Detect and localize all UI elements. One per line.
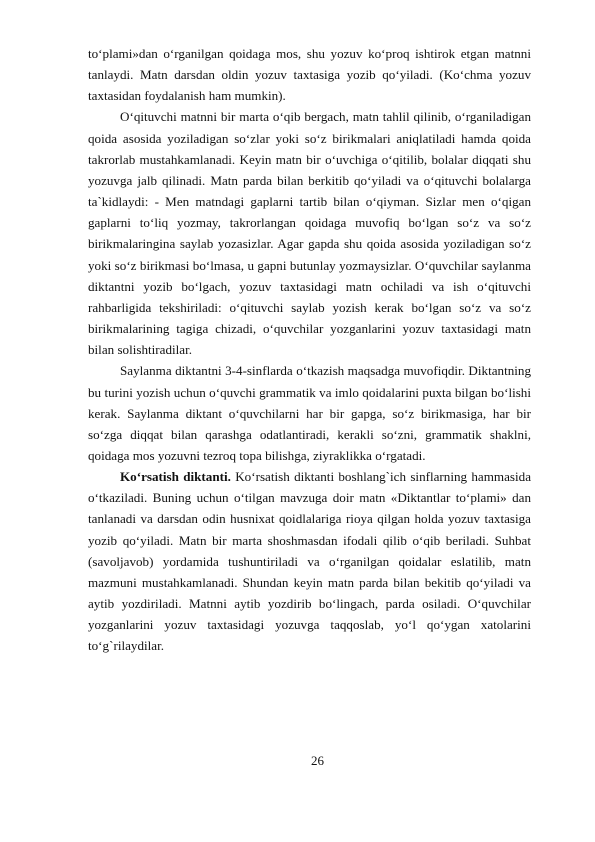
page-number: 26 — [311, 753, 324, 768]
paragraph-text: to‘plami»dan o‘rganilgan qoidaga mos, shu yozuv ko‘proq ishtirok etgan matnni tanlaydi. Matn darsdan oldin yozuv taxtasiga yozib qo‘yiladi. (Ko‘chma yozuv taxtasidan foydalanish ham mumkin). — [88, 46, 531, 104]
paragraph-text: Ko‘rsatish diktanti boshlang`ich sinflarning hammasida o‘tkaziladi. Buning uchun o‘tilgan mavzuga doir matn «Diktantlar to‘plami» dan tanlanadi va darsdan odin husnixat qoidlalariga rioya qilgan holda yozuv taxtasiga yozib qo‘yiladi. Matn bir marta shoshmasdan ifodali qilib o‘qib beriladi. Suhbat (savoljavob) yordamida tushuntiriladi va o‘rganilgan qoidalar eslatilib, matn mazmuni mustahkamlanadi. Shundan keyin matn parda bilan bekitib qo‘yiladi va aytib yozdiriladi. Matnni aytib yozdirib bo‘lingach, parda osiladi. O‘quvchilar yozganlarini yozuv taxtasidagi yozuvga taqqoslab, yo‘l qo‘ygan xatolarini to‘g`rilaydilar. — [88, 469, 532, 654]
paragraph-text: O‘qituvchi matnni bir marta o‘qib bergach, matn tahlil qilinib, o‘rganiladigan qoida asosida yoziladigan so‘zlar yoki so‘z birikmalari aniqlatiladi hamda qoida takrorlab mustahkamlanadi. Keyin matn bir o‘uvchiga o‘qitilib, bolalar diqqati shu yozuvga jalb qilinadi. Matn parda bilan berkitib qo‘yiladi va o‘qituvchi bolalarga ta`kidlaydi: - Men matndagi gaplarni tartib bilan o‘qiyman. Sizlar men o‘qigan gaplarni to‘liq yozmay, takrorlangan qoidaga muvofiq bo‘lgan so‘z va so‘z birikmalaringina saylab yozasizlar. Agar gapda shu qoida asosida yoziladigan so‘z yoki so‘z birikmasi bo‘lmasa, u gapni butunlay yozmaysizlar. O‘quvchilar saylanma diktantni yozib bo‘lgach, yozuv taxtasidagi matn ochiladi va ish o‘qituvchi rahbarligida tekshiriladi: o‘qituvchi saylab yozish kerak bo‘lgan so‘z va so‘z birikmalarining tagiga chizadi, o‘quvchilar yozganlarini yozuv taxtasidagi matn bilan solishtiradilar. — [88, 109, 531, 358]
paragraph — [88, 106, 531, 360]
paragraph-text: Saylanma diktantni 3-4-sinflarda o‘tkazish maqsadga muvofiqdir. Diktantning bu turini yozish uchun o‘quvchi grammatik va imlo qoidalarini puxta bilgan bo‘lishi kerak. Saylanma diktant o‘quvchilarni har bir gapga, so‘z birikmasiga, har bir so‘zga diqqat bilan qarashga odatlantiradi, kerakli so‘zni, grammatik shaklni, qoidaga mos yozuvni tezroq topa bilishga, ziyraklikka o‘rgatadi. — [88, 363, 531, 463]
section-term: Ko‘rsatish diktanti. — [120, 469, 231, 485]
paragraph — [88, 360, 531, 466]
page-body — [88, 43, 531, 657]
paragraph — [88, 43, 531, 106]
paragraph — [88, 466, 531, 656]
